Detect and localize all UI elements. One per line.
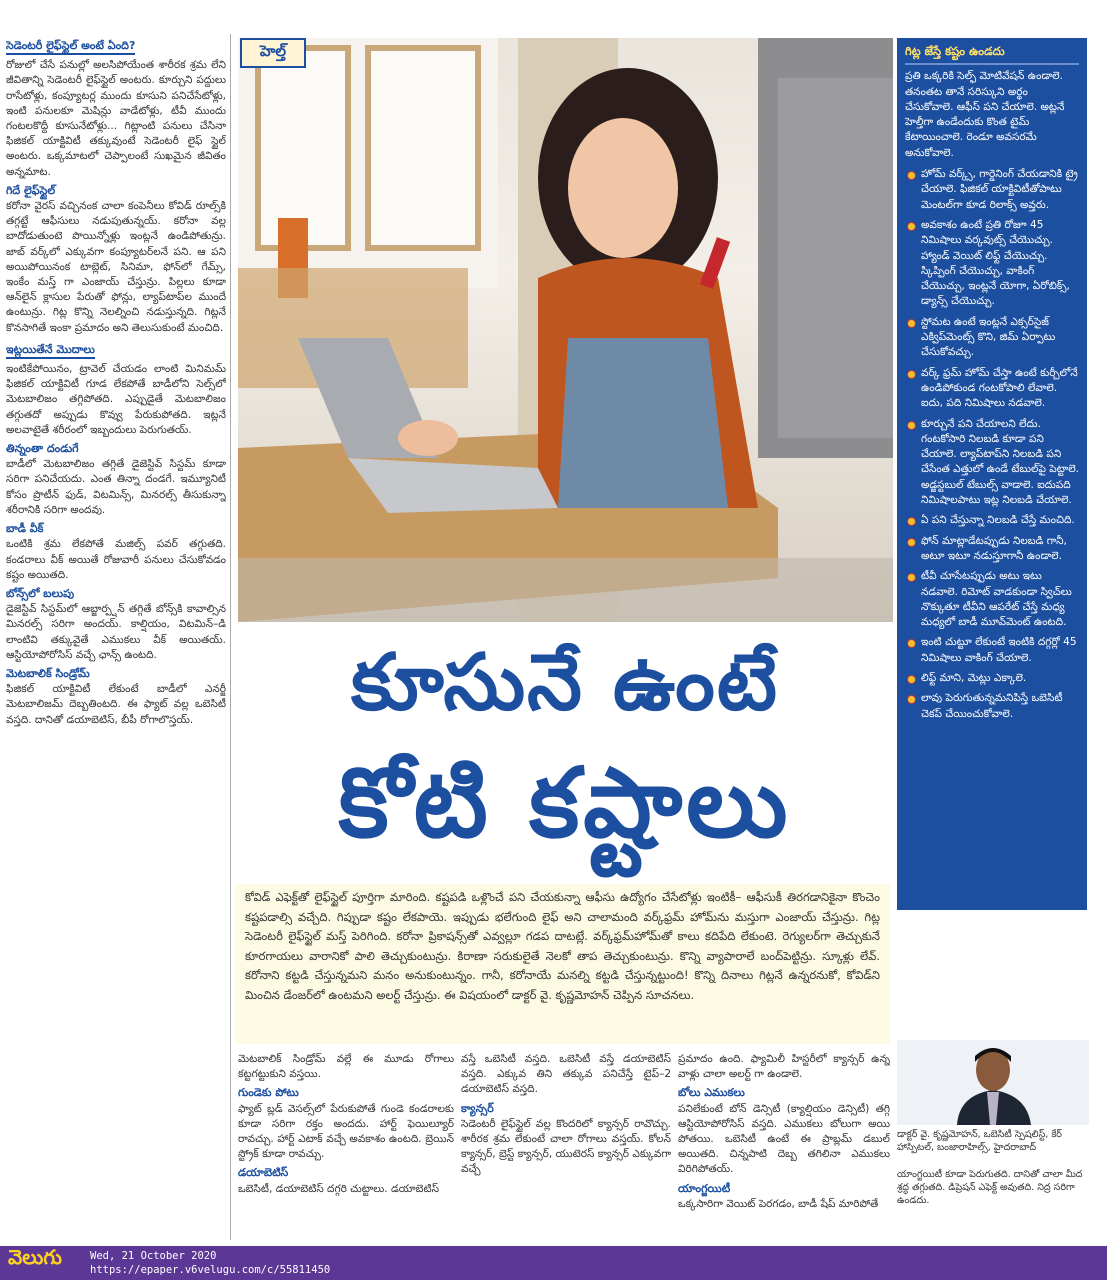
epaper-url[interactable]: https://epaper.v6velugu.com/c/55811450: [90, 1264, 331, 1276]
section-heading: బాడీ వీక్: [6, 522, 44, 536]
tips-lead: ప్రతి ఒక్కరికి సెల్ఫ్ మోటివేషన్ ఉండాలె. తనంతట తానే సరిస్కుని అర్థం చేసుకోవాలె. ఆఫీస్ పని చేయాలె. అట్లనే హెల్తీగా ఉండేందుకు కొంత టైమ్ కేటాయించాలె. రెండూ అవసరమే అనుకోవాలె.: [905, 70, 1065, 159]
tip-item: హోమ్ వర్క్స్, గార్డెనింగ్ చేయడానికి ట్రై చేయాలె. ఫిజికల్ యాక్టివిటీతోపాటు మెంటల్‌గా కూడ రిలాక్స్ అవ్తరు.: [905, 167, 1079, 213]
section-heading: ఇట్లయితేనే మొదాలు: [6, 342, 95, 359]
article-text: ఒంటికి శ్రమ లేకపోతే మజిల్స్ పవర్ తగ్గుతది. కండరాలు వీక్ అయితే రోజువారీ పనులు చేసుకోవడం కష్టం అయితది.: [6, 538, 226, 581]
tip-item: అవకాశం ఉంటే ప్రతి రోజూ 45 నిమిషాలు వర్కవుట్స్ చేయొచ్చు. హ్యాండ్ వెయిట్ లిఫ్ట్ చేయొచ్చు. స్కిప్పింగ్ చేయొచ్చు, వాకింగ్ చేయొచ్చు, ఇంట్లనే యోగా, ఏరోబిక్స్, డ్యాన్స్ చేయొచ్చు.: [905, 218, 1079, 310]
tips-box: [897, 38, 1087, 910]
headline-line-1: కూసునే ఉంటే: [350, 638, 780, 728]
bottom-column-1: [238, 1052, 454, 1240]
article-text: ఇంటికేపోయినం, ట్రావెల్ చేయడం లాంటి మినిమమ్ ఫిజికల్ యాక్టివిటీ గూడ లేకపోతే బాడీలోని సెల్స్‌లో మెటబాలిజం తగ్గిపోతది. ఎప్పుడైతే మెటబాలిజం తగ్గుతదో అప్పుడు కొవ్వు పేరుకుపోతది. ఇట్లనే అలవాటైతే శరీరంలో ఇబ్బందులు పెరుగుతయ్.: [6, 363, 226, 436]
section-heading: సెడెంటరీ లైఫ్‌స్టైల్ అంటే ఏంది?: [6, 38, 135, 55]
article-text: ఫ్యాట్ బ్లడ్‌ వెసల్స్‌లో పేరుకుపోతే గుండె కండరాలకు కూడా సరిగా రక్తం అందదు. హార్ట్ ఫెయిల్యూర్ రావచ్చు. హార్ట్ ఎటాక్ వచ్చే అవకాశం ఉంటది. బ్రెయిన్ స్ట్రోక్ కూడా రావచ్చు.: [238, 1102, 454, 1161]
photo-illustration: [238, 38, 893, 622]
tips-heading: గిట్ల జేస్తే కష్టం ఉండదు: [905, 44, 1079, 65]
article-text: సెడెంటరీ లైఫ్‌స్టైల్ వల్ల కొందరిలో క్యాన్సర్ రావొచ్చు. శారీరక శ్రమ లేకుంటే చాలా రోగాలు వస్తయ్. కోలన్ క్యాన్సర్, బ్రెస్ట్ క్యాన్సర్, యుటెరస్ క్యాన్సర్ ఎక్కువగా వచ్చే: [461, 1117, 671, 1176]
section-heading: క్యాన్సర్: [461, 1101, 494, 1115]
article-text: ఒబెసిటీ, డయాబెటిస్ దగ్గరి చుట్టాలు. డయాబెటిస్: [238, 1182, 439, 1195]
tip-item: లిఫ్ట్ మాని, మెట్లు ఎక్కాలె.: [905, 671, 1079, 686]
doctor-caption-text: డాక్టర్ వై. కృష్ణమోహన్, ఒబెసిటీ స్పెషలిస్ట్, కేర్ హాస్పిటల్, బంజారాహిల్స్, హైదరాబాద్: [897, 1129, 1062, 1153]
tip-item: ఏ పని చేస్తున్నా నిలబడి చేస్తే మంచిది.: [905, 513, 1079, 528]
intro-paragraph: కోవిడ్ ఎఫెక్ట్‌తో లైఫ్‌స్టైల్ పూర్తిగా మారింది. కష్టపడి ఒళ్లొంచే పని చేయకున్నా ఆఫీసు ఉద్యోగం చేసేటోళ్లు ఇంటికీ– ఆఫీసుకీ తిరగడానికైనా కొంచెం కష్టపడాల్సి వచ్చేది. గిప్పుడా కష్టం లేకపాయె. ఇప్పుడు భలేగుంది లైఫ్ అని చాలామంది వర్క్‌ఫ్రమ్ హోమ్‌ను మస్తుగా ఎంజాయ్ చేస్తున్రు. గిట్ల సెడెంటరీ లైఫ్‌స్టైల్ మస్త్ పెరిగింది. కరోనా ప్రికాషన్స్‌తో ఎవ్వల్లూ గడప దాటట్లే. వర్క్‌ఫ్రమ్‌హోమ్‌తో కాలు కదిపేది లేకుంటె. రెగ్యులర్‌గా తెచ్చుకునే కూరగాయలు వారానికో పాలి తెచ్చుకుంటున్రు. కిరాణా సరుకులైతే నెలకో తాప తెచ్చుకుంటున్రు. కొన్ని వ్యాపారాలే బంద్‌పెట్టిన్రు. స్కూళ్లు లేవ్. కరోనాని కట్టడి చేస్తున్నమని మనం అనుకుంటున్నం. గానీ, కరోనాయే మనల్ని కట్టడి చేస్తున్నట్టుంది! కొన్ని దినాలు గిట్లనే ఉన్నరనుకో, కోవిడ్‌ని మించిన డేంజర్‌లో ఉంటమని అలర్ట్ చేస్తున్రు. ఈ విషయంలో డాక్టర్ వై. కృష్ణమోహన్ చెప్పిన సూచనలు.: [235, 884, 890, 1044]
article-text: రోజులో చేసే పనుల్లో అలసిపోయేంత శారీరక శ్రమ లేని జీవితాన్ని సెడెంటరీ లైఫ్‌స్టైల్ అంటరు. కూర్చుని పద్దులు రాసేటోళ్లు, కంప్యూటర్ల ముందు కూసుని పనిచేసేటోళ్లు, ఇంటి పనులకూ మెషిన్లు వాడేటోళ్లు, టీవీ ముందు గంటలకొద్దీ కూసునేటోళ్లు... గిట్లాంటి పనులు చేసినా ఫిజికల్ యాక్టివిటీ తక్కువుంటే సెడెంటరీ లైఫ్ స్టైల్ అంటరు. ఒక్కమాటలో చెప్పాలంటే సుఖమైన జీవితం అన్నమాట.: [6, 59, 226, 178]
section-heading: యాంగ్జయిటీ: [678, 1181, 731, 1195]
section-heading: బోలు ఎముకలు: [678, 1086, 745, 1100]
section-heading: తిన్నంతా దండుగే: [6, 442, 79, 456]
article-text: ఒక్కసారిగా వెయిట్ పెరగడం, బాడీ షేప్ మారిపోతే: [678, 1197, 879, 1210]
article-text: కరోనా వైరస్ వచ్చినంక చాలా కంపెనీలు కోవిడ్ రూల్స్‌కి తగ్గట్టే ఆఫీసులు నడుపుతున్నయ్. కరోనా వల్ల బాదోడుతుంటె పొయిన్నోళ్లు ఇంట్లనే ఉండిపోతున్రు. జాబ్ వర్క్‌లో ఎక్కువగా కంప్యూటర్‌లనే పని. ఆ పని అయిపోయినంక టాబ్లెట్, సినిమా, ఫోన్‌లో గేమ్స్, ఇంకేం మస్త్ గా ఎంజాయ్ చేస్తున్రు. పిల్లలు కూడా ఆన్‌లైన్ క్లాసుల పేరుతో ఫోన్లు, ల్యాప్‌టాప్‌ల ముందే ఉంటున్రు. గిట్ల కొన్ని నెలల్నించి నడుస్తున్నది. గిట్లనే కొనసాగితే ఇంకా ప్రమాదం అని తెలుసుకుంటే మంచిది.: [6, 200, 226, 334]
article-text: డైజెస్టివ్ సిస్టమ్‌లో ఆబ్జార్ప్షన్ తగ్గితే బోన్స్‌కి కావాల్సిన మినరల్స్ సరిగా అందయ్. కాల్షియం, విటమిన్–డి లాంటివి తక్కువైతే ఎముకలు వీక్ అయితయ్. ఆస్టియోపోరోసిస్ వచ్చే ఛాన్స్ ఉంటది.: [6, 603, 226, 661]
article-text: ప్రమాదం ఉంది. ఫ్యామిలీ హిస్టరీలో క్యాన్సర్ ఉన్న వాళ్లు చాలా అలర్ట్ గా ఉండాలె.: [678, 1053, 890, 1081]
footer-bar: [0, 1246, 1107, 1280]
column-divider: [230, 34, 231, 1240]
headline: [240, 628, 890, 880]
section-heading: గుండెకు పోటు: [238, 1086, 299, 1100]
tip-item: కూర్చునే పని చేయాలని లేదు. గంటకోసారి నిలబడి కూడా పని చేయాలె. ల్యాప్‌టాప్‌ని నిలబడి పని చేసేంత ఎత్తులో ఉండే టేబుల్‌పై పెట్టాలె. అడ్జస్టబుల్ టేబుల్స్ వాడాలె. ఐదుపది నిమిషాలపాటు ఇట్ల నిలబడి చేయాలె.: [905, 417, 1079, 509]
left-column: [6, 34, 226, 1240]
section-tag: హెల్త్: [240, 38, 306, 68]
doctor-caption: [897, 1128, 1089, 1207]
tip-item: టీవీ చూసేటప్పుడు అటు ఇటు నడవాలె. రిమోట్ వాడకుండా స్విచ్‌లు నొక్కుతూ టీవీని ఆపరేట్ చేస్తే మధ్య మధ్యలో బాడీ మూవ్‌మెంట్ ఉంటది.: [905, 569, 1079, 630]
article-text: ఫిజికల్ యాక్టివిటీ లేకుంటే బాడీలో ఎనర్జీ మెటబాలిజమ్ దెబ్బతింటది. ఈ ఫ్యాట్ వల్ల ఒబెసిటీ వస్తది. దానితో డయాబెటిస్, బీపీ రోగాలొస్తయ్.: [6, 683, 226, 726]
article-text: మెటబాలిక్ సిండ్రోమ్ వల్లే ఈ మూడు రోగాలు కట్టగట్టుకుని వస్తయి.: [238, 1053, 454, 1081]
tip-item: ఫోన్ మాట్లాడేటప్పుడు నిలబడి గానీ, అటూ ఇటూ నడుస్తూగానీ ఉండాలె.: [905, 534, 1079, 565]
tip-item: స్టోమట ఉంటే ఇంట్లనే ఎక్సర్‌సైజ్ ఎక్విప్‌మెంట్స్ కొని, జిమ్ ఏర్పాటు చేసుకోవచ్చు.: [905, 315, 1079, 361]
section-heading: మెటబాలిక్ సిండ్రోమ్: [6, 666, 90, 680]
article-text: యాంగ్జయిటీ కూడా పెరుగుతది. దానితో చాలా మీద శ్రద్ధ తగ్గుతది. డిప్రెషన్‌ ఎఫెక్ట్ అవుతది. నిద్ర సరిగా ఉండదు.: [897, 1169, 1083, 1206]
doctor-photo: [897, 1040, 1089, 1125]
tips-list: [905, 167, 1079, 722]
doctor-portrait: [897, 1040, 1089, 1125]
section-heading: బోన్స్‌లో బలుపు: [6, 586, 75, 600]
tip-item: లావు పెరుగుతున్నమనిపిస్తే ఒబెసిటీ చెకప్ చేయించుకోవాలె.: [905, 691, 1079, 722]
bottom-column-2: [461, 1052, 671, 1240]
article-text: బాడీలో మెటబాలిజం తగ్గితే డైజెస్టివ్ సిస్టమ్ కూడా సరిగా పనిచేయదు. ఎంత తిన్నా దండగే. ఇమ్యూనిటీ కోసం ప్రొటీన్ ఫుడ్, విటమిన్స్, మినరల్స్ తీసుకున్నా శరీరానికి సరిగా అందవు.: [6, 458, 226, 516]
bottom-column-3: [678, 1052, 890, 1240]
edition-date: Wed, 21 October 2020: [90, 1250, 217, 1262]
section-heading: డయాబెటిస్: [238, 1166, 289, 1180]
section-heading: గిదే లైఫ్‌స్టైల్: [6, 183, 56, 197]
tip-item: వర్క్ ఫ్రమ్ హోమ్ చేస్తా ఉంటే కుర్చీలోనే ఉండిపోకుండ గంటకోపాలి లేవాలె. ఐదు, పది నిమిషాలు నడవాలె.: [905, 366, 1079, 412]
tip-item: ఇంటి చుట్టూ లేకుంటే ఇంటికి దగ్గర్లో 45 నిమిషాలు వాకింగ్ చేయాలె.: [905, 635, 1079, 666]
article-text: వస్తే ఒబెసిటీ వస్తది. ఒబెసిటీ వస్తే డయాబెటిస్ వస్తది. ఎక్కువ తిని తక్కువ పనిచేస్తే టైప్–2 డయాబెటిస్ వస్తది.: [461, 1053, 671, 1096]
woman-laptop-photo: [238, 38, 893, 622]
velugu-logo: వెలుగు: [8, 1245, 62, 1269]
article-text: పనిలేకుంటే బోన్ డెన్సిటీ (క్యాల్షియం డెన్సిటీ) తగ్గి ఆస్టియోపోరోసిస్ వస్తది. ఎముకలు బోలుగా అయి పోతయి. ఒబెసిటీ ఉంటే ఈ ప్రాబ్లమ్ డబుల్ అయితది. చిన్నపాటి దెబ్బ తగిలినా ఎముకలు విరిగిపోతయ్.: [678, 1102, 890, 1176]
headline-line-2: కోటి కష్టాలు: [338, 747, 792, 859]
